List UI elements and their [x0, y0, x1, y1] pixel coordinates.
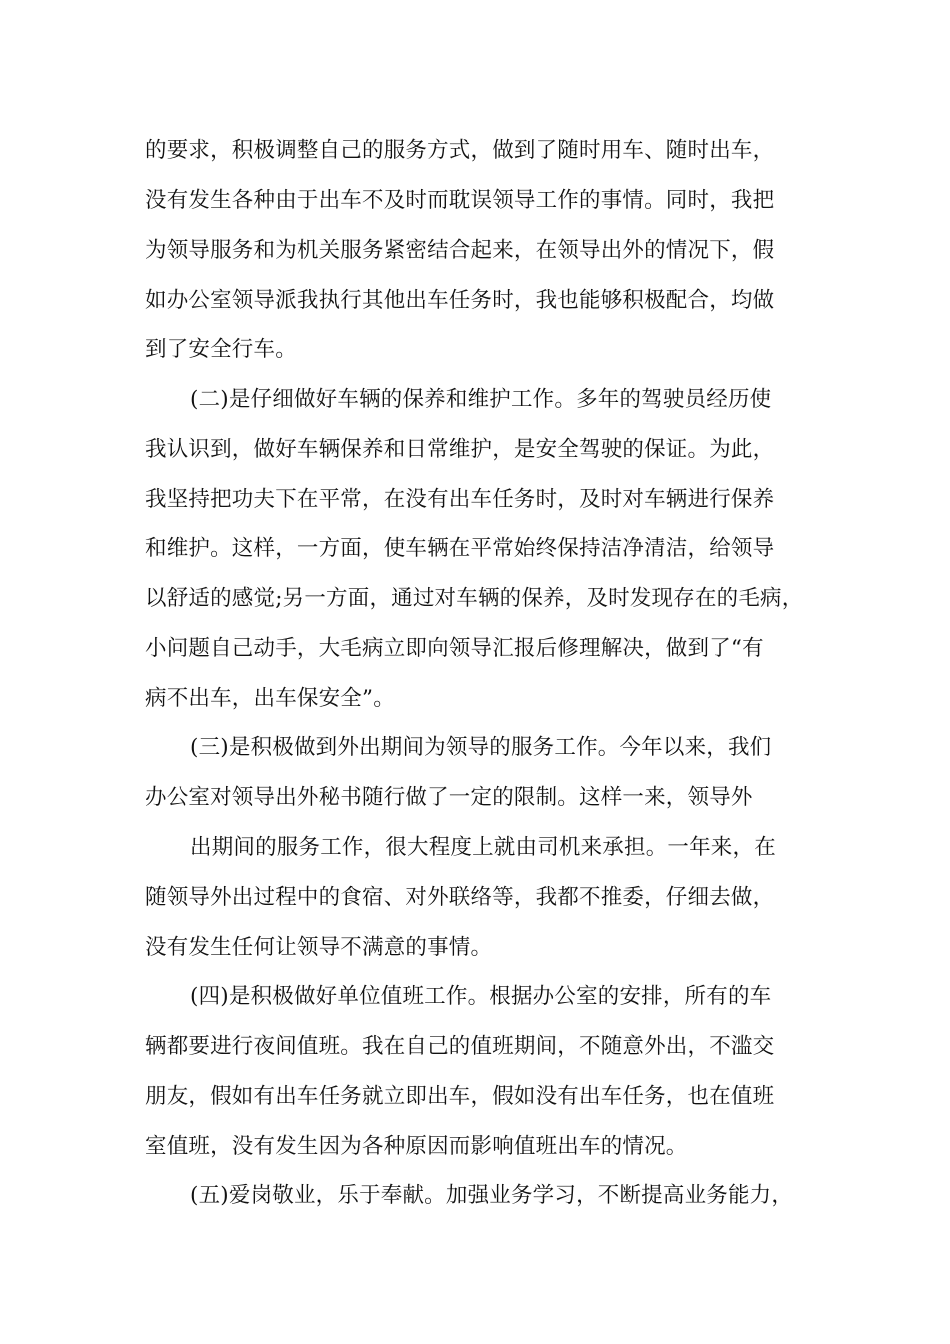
text-line: 的要求，积极调整自己的服务方式，做到了随时用车、随时出车， — [145, 138, 775, 163]
text-line: 我认识到，做好车辆保养和日常维护，是安全驾驶的保证。为此， — [145, 437, 775, 462]
paragraph-start-line: (三)是积极做到外出期间为领导的服务工作。今年以来，我们 — [190, 735, 772, 760]
text-line: 辆都要进行夜间值班。我在自己的值班期间，不随意外出，不滥交 — [145, 1034, 775, 1059]
text-line: 到了安全行车。 — [145, 337, 297, 362]
paragraph-start-line: (二)是仔细做好车辆的保养和维护工作。多年的驾驶员经历使 — [190, 387, 772, 412]
text-line: 我坚持把功夫下在平常，在没有出车任务时，及时对车辆进行保养 — [145, 487, 775, 512]
text-line: 朋友，假如有出车任务就立即出车，假如没有出车任务，也在值班 — [145, 1084, 775, 1109]
text-line: 如办公室领导派我执行其他出车任务时，我也能够积极配合，均做 — [145, 288, 775, 313]
text-line: 办公室对领导出外秘书随行做了一定的限制。这样一来，领导外 — [145, 785, 753, 810]
text-line: 没有发生任何让领导不满意的事情。 — [145, 935, 493, 960]
paragraph-start-line: (四)是积极做好单位值班工作。根据办公室的安排，所有的车 — [190, 984, 772, 1009]
text-line: 小问题自己动手，大毛病立即向领导汇报后修理解决，做到了“有 — [145, 636, 764, 661]
text-line: 室值班，没有发生因为各种原因而影响值班出车的情况。 — [145, 1134, 688, 1159]
text-line: 随领导外出过程中的食宿、对外联络等，我都不推委，仔细去做， — [145, 885, 775, 910]
text-line: 以舒适的感觉;另一方面，通过对车辆的保养，及时发现存在的毛病， — [145, 586, 804, 611]
paragraph-start-line: 出期间的服务工作，很大程度上就由司机来承担。一年来，在 — [190, 835, 776, 860]
text-line: 和维护。这样，一方面，使车辆在平常始终保持洁净清洁，给领导 — [145, 536, 775, 561]
text-line: 为领导服务和为机关服务紧密结合起来，在领导出外的情况下，假 — [145, 238, 775, 263]
paragraph-start-line: (五)爱岗敬业，乐于奉献。加强业务学习，不断提高业务能力， — [190, 1183, 794, 1208]
text-line: 没有发生各种由于出车不及时而耽误领导工作的事情。同时，我把 — [145, 188, 775, 213]
text-line: 病不出车，出车保安全”。 — [145, 686, 395, 711]
